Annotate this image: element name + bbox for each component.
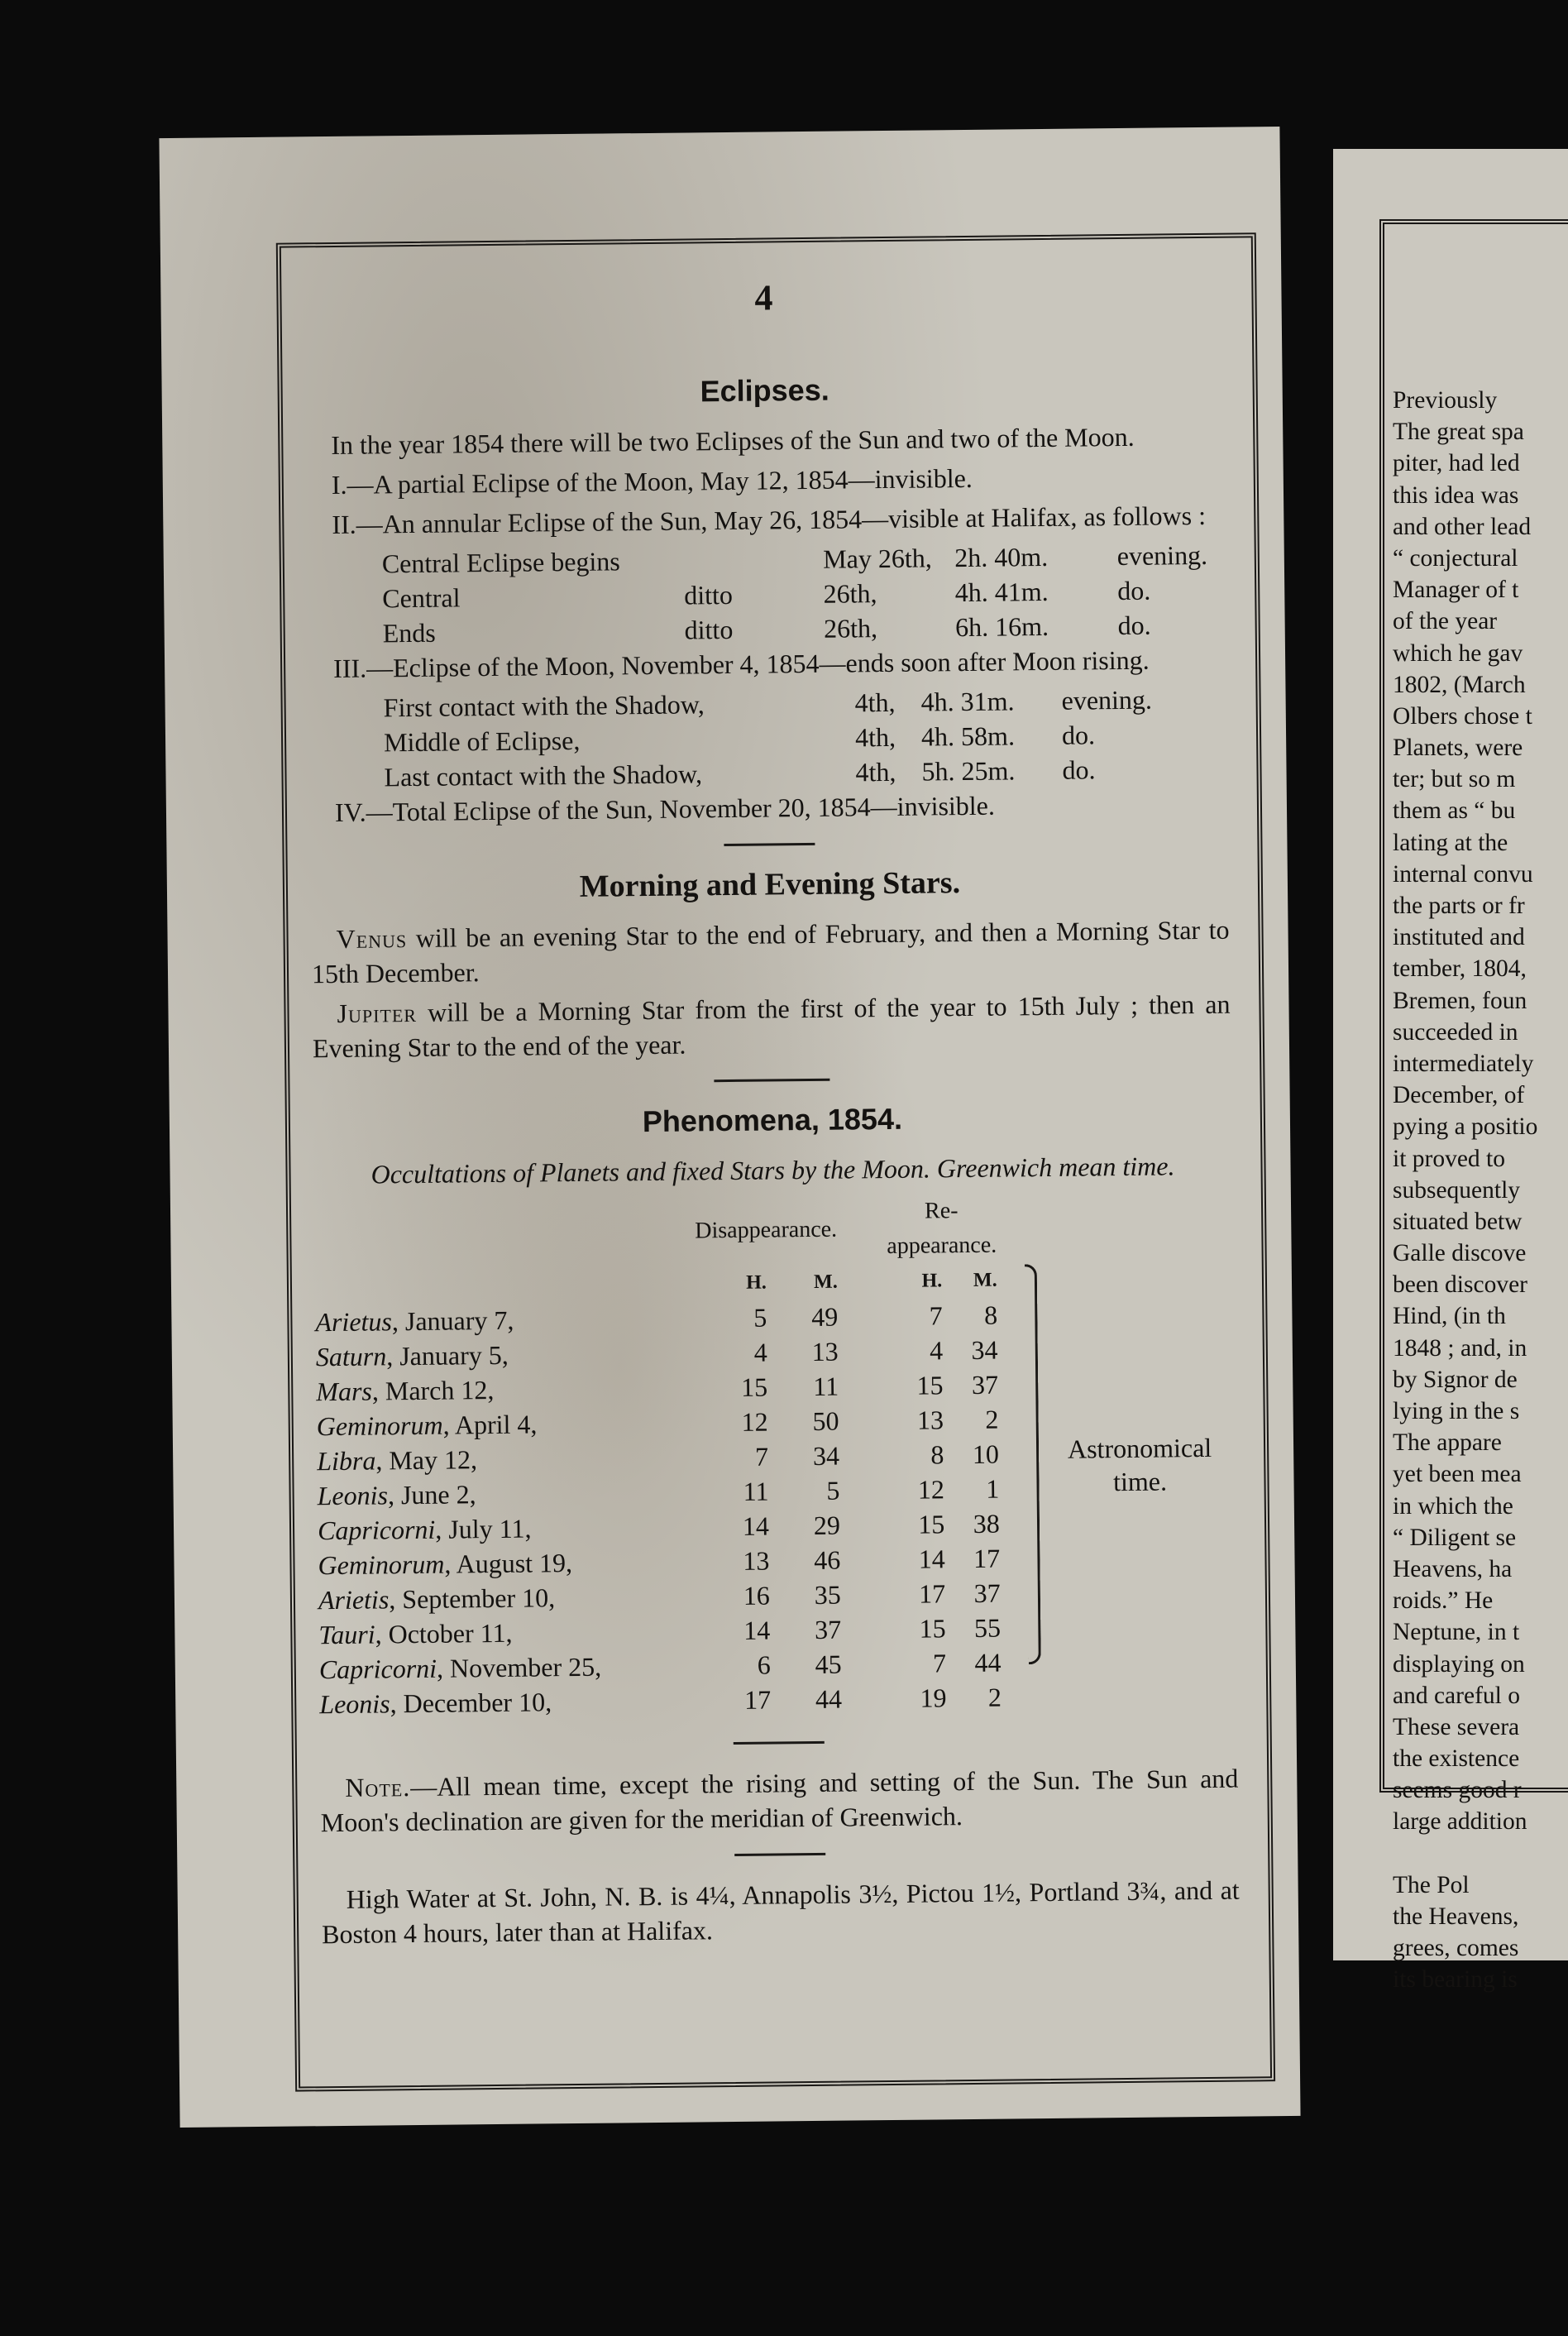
eclipse-ditto — [684, 542, 824, 578]
right-page-line: lating at the — [1393, 829, 1508, 856]
eclipse-date: 26th, — [823, 613, 878, 644]
right-page-line — [1393, 1838, 1568, 1869]
right-page-line: its bearing is — [1393, 1966, 1518, 1994]
divider — [734, 1741, 825, 1745]
star-name: Capricorni — [317, 1514, 436, 1546]
right-page-text — [1393, 385, 1568, 1996]
right-page-line: them as “ bu — [1393, 797, 1516, 825]
right-page-line: situated betw — [1393, 1208, 1523, 1235]
eclipse-note: do. — [1117, 575, 1151, 606]
disappearance-minute: 35 — [814, 1579, 841, 1610]
right-page-line: lying in the s — [1393, 1398, 1520, 1424]
eclipse-label: Central — [382, 582, 461, 614]
occultation-date: August 19, — [456, 1548, 573, 1579]
eclipse-note: evening. — [1116, 539, 1208, 572]
disappearance-minute: 29 — [813, 1510, 841, 1540]
high-water-paragraph: High Water at St. John, N. B. is 4¼, Annapolis 3½, Pictou 1½, Portland 3¾, and at Boston 4 hours, later than at Halifax. — [322, 1874, 1240, 1950]
disappearance-minute: 44 — [815, 1683, 843, 1714]
right-page-line: grees, comes — [1393, 1935, 1519, 1962]
star-cell: Mars, March 12, — [316, 1375, 495, 1407]
note-label: Note. — [345, 1772, 411, 1802]
reappearance-hour: 12 — [917, 1474, 945, 1505]
star-cell: Libra, May 12, — [317, 1444, 478, 1477]
right-page-line: The appare — [1393, 1429, 1502, 1457]
eclipse-label: Last contact with the Shadow, — [384, 759, 703, 792]
divider — [714, 1079, 829, 1082]
col-reappearance: Re-appearance. — [887, 1198, 997, 1260]
reappearance-minute: 8 — [983, 1300, 998, 1330]
right-page-line: Olbers chose t — [1393, 702, 1532, 730]
eclipse-label: First contact with the Shadow, — [383, 689, 705, 723]
disappearance-hour: 11 — [743, 1476, 769, 1506]
reappearance-minute: 2 — [985, 1404, 999, 1434]
star-cell: Arietus, January 7, — [315, 1304, 514, 1338]
eclipses-intro: In the year 1854 there will be two Eclipses of the Sun and two of the Moon. — [331, 421, 1135, 461]
eclipse-date: 26th, — [823, 578, 877, 609]
eclipse-date: May 26th, — [823, 543, 932, 574]
occultation-date: July 11, — [448, 1513, 532, 1544]
venus-text: will be an evening Star to the end of February, and then a Morning Star to 15th December. — [311, 914, 1230, 989]
disappearance-minute: 45 — [815, 1649, 842, 1679]
right-page-line: the parts or fr — [1393, 893, 1525, 919]
right-page-line: Bremen, foun — [1393, 987, 1527, 1014]
eclipse-item-4: IV.—Total Eclipse of the Sun, November 20, 1854—invisible. — [334, 790, 996, 827]
right-page-line: the existence — [1393, 1745, 1520, 1773]
eclipse-note: do. — [1061, 720, 1096, 750]
occultation-date: April 4, — [454, 1409, 538, 1440]
star-cell: Leonis, June 2, — [317, 1479, 476, 1511]
reappearance-minute: 17 — [973, 1543, 1001, 1573]
star-name: Geminorum — [318, 1549, 445, 1581]
right-page-line: instituted and — [1393, 924, 1525, 951]
right-page — [1333, 149, 1568, 1994]
occultations-table — [314, 1194, 1002, 1722]
occultation-date: January 7, — [404, 1304, 514, 1337]
reappearance-hour: 4 — [929, 1335, 944, 1366]
occultation-date: November 25, — [449, 1651, 602, 1683]
hours-label: H. — [921, 1270, 943, 1292]
reappearance-hour: 8 — [930, 1439, 944, 1470]
eclipse-note: do. — [1062, 754, 1096, 785]
right-page-line: “ conjectural — [1393, 544, 1518, 572]
reappearance-hour: 19 — [920, 1683, 947, 1713]
eclipse-note: do. — [1117, 610, 1151, 641]
venus-name: Venus — [336, 923, 408, 954]
eclipse-item-3: III.—Eclipse of the Moon, November 4, 1854—ends soon after Moon rising. — [332, 644, 1150, 683]
right-page-line: large addition — [1393, 1808, 1527, 1836]
right-page-line: roids.” He — [1393, 1587, 1494, 1615]
reappearance-minute: 37 — [973, 1577, 1001, 1608]
disappearance-minute: 49 — [811, 1301, 839, 1332]
star-cell: Capricorni, July 11, — [317, 1513, 532, 1546]
occultation-date: January 5, — [399, 1339, 509, 1371]
divider — [724, 843, 815, 846]
star-cell: Leonis, December 10, — [319, 1687, 552, 1720]
occultation-date: May 12, — [389, 1444, 478, 1476]
right-page-line: subsequently — [1393, 1176, 1521, 1204]
eclipse-ditto: ditto — [684, 579, 734, 610]
right-page-line: by Signor de — [1393, 1366, 1518, 1393]
occultation-date: October 11, — [388, 1617, 513, 1649]
eclipse-label: Middle of Eclipse, — [383, 725, 581, 758]
page-border — [276, 232, 1275, 2091]
occultation-date: March 12, — [385, 1375, 495, 1406]
star-name: Capricorni — [318, 1653, 437, 1685]
reappearance-hour: 17 — [918, 1578, 946, 1609]
right-page-line: this idea was — [1393, 481, 1519, 509]
occultation-date: September 10, — [402, 1582, 556, 1615]
right-page-line: in which the — [1393, 1492, 1513, 1520]
note-text: —All mean time, except the rising and setting of the Sun. The Sun and Moon's declination are given for the meridian of Greenwich. — [320, 1763, 1239, 1838]
right-page-line: The Pol — [1393, 1871, 1470, 1898]
table-brace — [1025, 1264, 1041, 1664]
reappearance-minute: 34 — [971, 1334, 998, 1365]
disappearance-hour: 14 — [742, 1510, 770, 1541]
disappearance-hour: 6 — [757, 1649, 771, 1680]
eclipse-time: 2h. 40m. — [954, 541, 1049, 573]
occultations-block — [314, 1191, 1238, 1722]
astronomical-time-note: Astronomical time. — [1067, 1432, 1212, 1497]
reappearance-minute: 2 — [987, 1682, 1002, 1712]
disappearance-minute: 34 — [812, 1440, 840, 1471]
minutes-label: M. — [813, 1271, 838, 1293]
disappearance-hour: 17 — [743, 1684, 772, 1715]
eclipse-time: 6h. 16m. — [954, 610, 1049, 643]
disappearance-minute: 50 — [812, 1405, 839, 1436]
divider — [734, 1853, 825, 1856]
disappearance-hour: 4 — [753, 1337, 767, 1367]
disappearance-minute: 11 — [813, 1371, 839, 1401]
eclipse-time: 4h. 41m. — [954, 576, 1049, 608]
right-page-line: it proved to — [1393, 1145, 1506, 1172]
reappearance-hour: 13 — [916, 1405, 944, 1435]
star-name: Geminorum — [316, 1410, 443, 1442]
eclipse-time: 4h. 58m. — [920, 720, 1016, 752]
star-cell: Arietis, September 10, — [318, 1582, 556, 1616]
eclipse-time: 4h. 31m. — [920, 686, 1015, 717]
disappearance-minute: 5 — [826, 1475, 840, 1505]
reappearance-minute: 1 — [986, 1473, 1000, 1504]
right-page-line: succeeded in — [1393, 1018, 1518, 1046]
eclipse-item-1: I.—A partial Eclipse of the Moon, May 12, 1854—invisible. — [331, 462, 973, 500]
note-paragraph — [320, 1761, 1239, 1841]
eclipse-date: 4th, — [854, 687, 896, 718]
disappearance-hour: 14 — [743, 1615, 771, 1645]
reappearance-minute: 37 — [971, 1369, 999, 1400]
right-page-line: and other lead — [1393, 513, 1532, 540]
jupiter-paragraph — [312, 987, 1231, 1066]
star-name: Leonis — [317, 1480, 389, 1511]
reappearance-minute: 55 — [973, 1612, 1002, 1643]
reappearance-hour: 14 — [918, 1544, 945, 1574]
star-cell: Geminorum, August 19, — [318, 1548, 573, 1581]
disappearance-hour: 5 — [753, 1302, 767, 1333]
eclipse-note: evening. — [1061, 684, 1153, 716]
reappearance-hour: 7 — [932, 1648, 947, 1678]
right-page-line: Planets, were — [1393, 735, 1523, 762]
reappearance-minute: 44 — [974, 1647, 1002, 1678]
column-header-row — [314, 1194, 997, 1271]
disappearance-minute: 13 — [811, 1336, 839, 1367]
right-page-line: been discover — [1393, 1271, 1527, 1299]
eclipse-date: 4th, — [855, 756, 896, 787]
venus-paragraph — [311, 912, 1230, 992]
right-page-line: 1848 ; and, in — [1393, 1334, 1527, 1362]
disappearance-minute: 46 — [814, 1544, 841, 1575]
reappearance-minute: 38 — [973, 1508, 1000, 1539]
reappearance-hour: 15 — [918, 1509, 945, 1539]
minutes-label: M. — [973, 1269, 997, 1291]
right-page-line: which he gav — [1393, 639, 1523, 667]
disappearance-hour: 12 — [741, 1406, 768, 1437]
disappearance-hour: 16 — [743, 1580, 771, 1611]
right-page-line: intermediately — [1393, 1050, 1534, 1077]
occultation-date: December 10, — [403, 1687, 552, 1719]
left-page — [159, 127, 1300, 2128]
disappearance-minute: 37 — [814, 1614, 842, 1644]
right-page-line: Heavens, ha — [1393, 1555, 1513, 1582]
right-page-line: 1802, (March — [1393, 671, 1526, 698]
right-page-line: piter, had led — [1393, 450, 1520, 477]
star-cell: Tauri, October 11, — [318, 1617, 513, 1650]
right-page-line: December, of — [1393, 1082, 1525, 1109]
reappearance-minute: 10 — [972, 1438, 1000, 1469]
right-page-line: ter; but so m — [1393, 766, 1516, 793]
reappearance-hour: 15 — [916, 1370, 944, 1400]
right-page-line: the Heavens, — [1393, 1903, 1519, 1930]
col-disappearance: Disappearance. — [695, 1216, 838, 1244]
table-row — [319, 1680, 1002, 1722]
eclipses-heading: Eclipses. — [700, 372, 829, 409]
disappearance-hour: 7 — [754, 1441, 769, 1472]
reappearance-hour: 7 — [929, 1300, 943, 1331]
jupiter-text: will be a Morning Star from the first of the year to 15th July ; then an Evening Star to the end of the year. — [312, 988, 1231, 1064]
right-page-line: Previously — [1393, 387, 1498, 414]
right-page-line: These severa — [1393, 1713, 1520, 1740]
right-page-line: pying a positio — [1393, 1113, 1538, 1141]
eclipse-date: 4th, — [854, 721, 896, 753]
right-page-line: Galle discove — [1393, 1240, 1527, 1267]
right-page-line: and careful o — [1393, 1682, 1520, 1709]
star-name: Libra — [317, 1445, 376, 1477]
page-number: 4 — [754, 277, 773, 318]
star-name: Leonis — [319, 1688, 390, 1720]
star-name: Arietis — [318, 1584, 390, 1616]
right-page-line: of the year — [1393, 608, 1498, 635]
right-page-line: “ Diligent se — [1393, 1524, 1517, 1551]
star-name: Arietus — [315, 1306, 393, 1338]
star-name: Tauri — [318, 1619, 375, 1650]
eclipse-label: Central Eclipse begins — [381, 546, 620, 579]
reappearance-hour: 15 — [919, 1613, 946, 1644]
phenomena-subheading: Occultations of Planets and fixed Stars by the Moon. Greenwich mean time. — [370, 1151, 1175, 1190]
eclipse-label: Ends — [382, 617, 436, 649]
right-page-line: seems good r — [1393, 1777, 1522, 1804]
right-page-line: Manager of t — [1393, 577, 1519, 604]
right-page-line: internal convu — [1393, 860, 1533, 888]
page-content — [304, 258, 1240, 1957]
eclipse-ditto: ditto — [684, 614, 734, 645]
star-name: Mars — [316, 1376, 373, 1407]
stars-heading: Morning and Evening Stars. — [579, 865, 961, 904]
eclipse-item-3-table — [308, 682, 1227, 796]
star-cell: Capricorni, November 25, — [318, 1651, 602, 1685]
eclipse-item-2-table — [308, 538, 1226, 652]
star-name: Saturn — [315, 1341, 387, 1372]
disappearance-hour: 13 — [743, 1545, 770, 1576]
disappearance-hour: 15 — [740, 1371, 768, 1402]
hours-label: H. — [746, 1271, 767, 1294]
right-page-line: tember, 1804, — [1393, 955, 1527, 983]
star-cell: Saturn, January 5, — [315, 1339, 509, 1372]
right-page-line: displaying on — [1393, 1650, 1525, 1678]
right-page-line: The great spa — [1393, 419, 1524, 446]
jupiter-name: Jupiter — [337, 997, 418, 1028]
phenomena-heading: Phenomena, 1854. — [642, 1101, 903, 1139]
occultation-date: June 2, — [400, 1479, 476, 1510]
right-page-line: Hind, (in th — [1393, 1303, 1506, 1330]
eclipse-time: 5h. 25m. — [921, 755, 1016, 787]
right-page-line: Neptune, in t — [1393, 1619, 1520, 1646]
star-cell: Geminorum, April 4, — [316, 1409, 538, 1442]
right-page-line: yet been mea — [1393, 1461, 1522, 1488]
eclipse-item-2: II.—An annular Eclipse of the Sun, May 26, 1854—visible at Halifax, as follows : — [332, 500, 1207, 539]
